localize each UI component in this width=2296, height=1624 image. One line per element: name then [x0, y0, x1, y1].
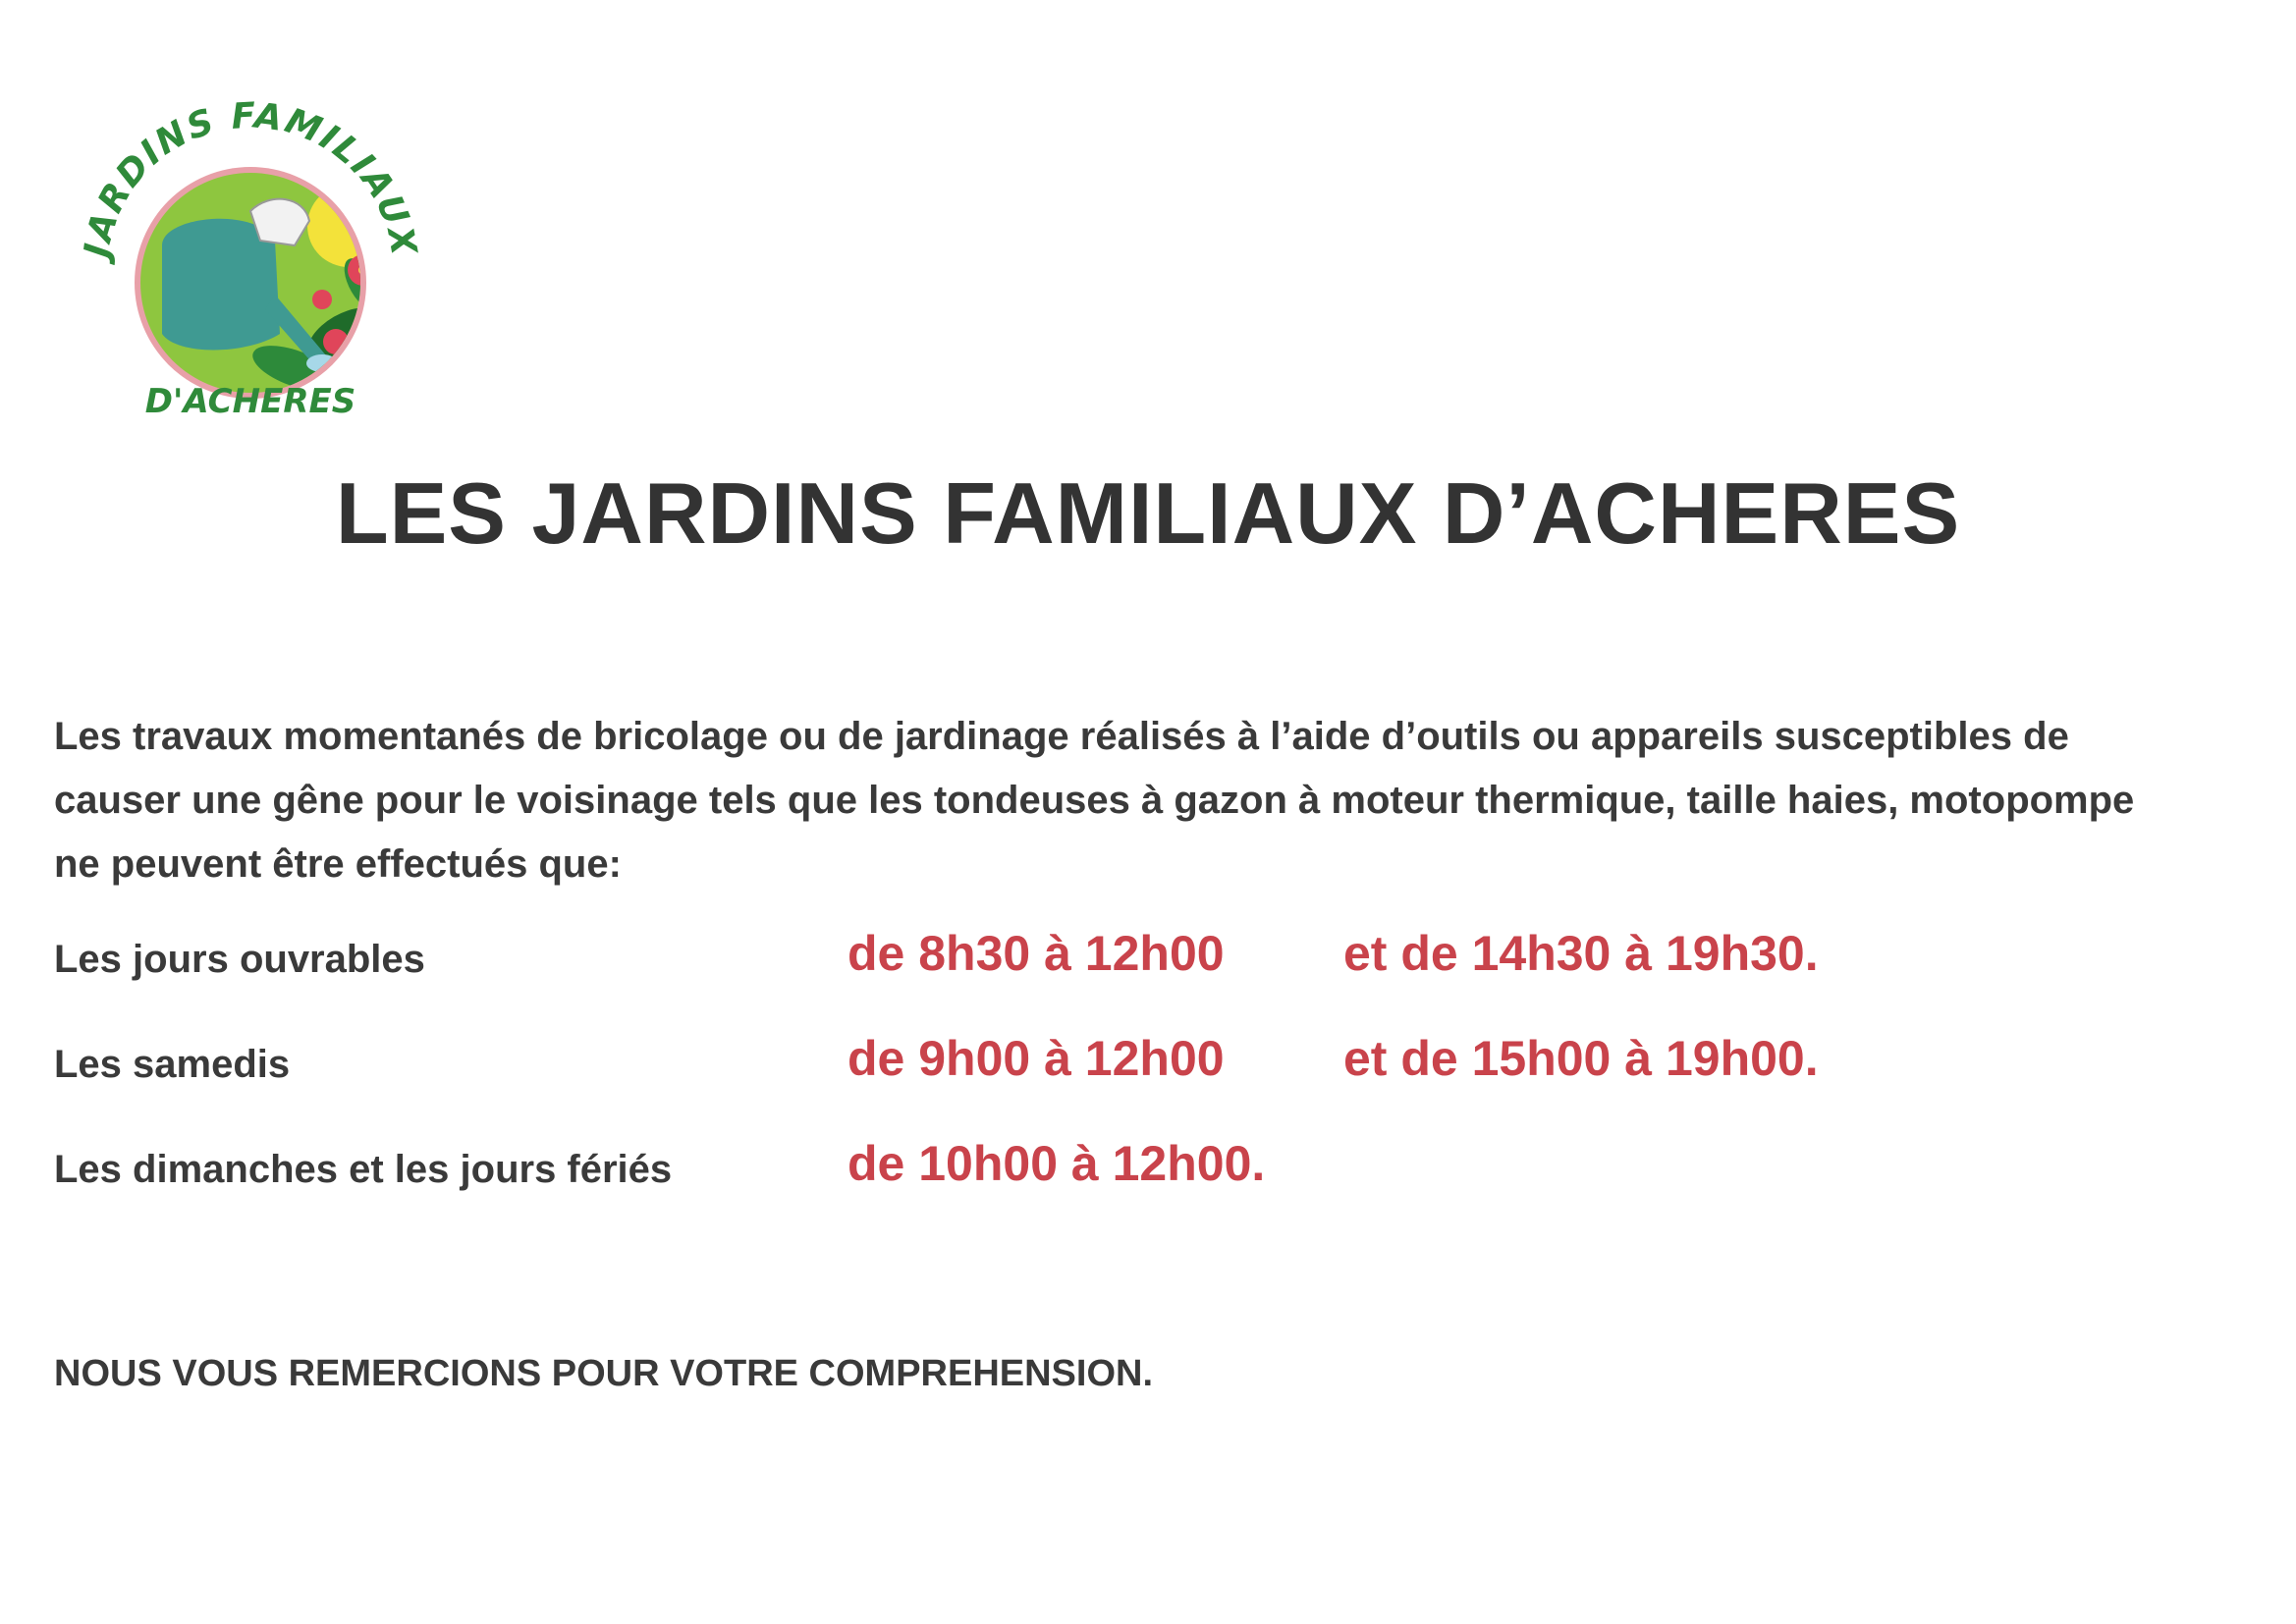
schedule-label: Les jours ouvrables	[54, 938, 425, 981]
thanks-note: NOUS VOUS REMERCIONS POUR VOTRE COMPREHENSION.	[54, 1353, 1154, 1394]
logo	[69, 98, 442, 422]
schedule-morning-hours: de 9h00 à 12h00	[847, 1031, 1225, 1086]
logo-bottom-text: D'ACHERES	[144, 382, 356, 421]
schedule-label: Les samedis	[54, 1043, 291, 1086]
schedule-morning-hours: de 8h30 à 12h00	[847, 926, 1225, 981]
logo-emblem	[69, 98, 442, 422]
page-title: LES JARDINS FAMILIAUX D’ACHERES	[335, 464, 1961, 562]
logo-arc-text: JARDINS FAMILIAUX	[77, 98, 424, 260]
intro-paragraph: Les travaux momentanés de bricolage ou de jardinage réalisés à l’aide d’outils ou appareils susceptibles de causer une gêne pour le voisinage tels que les tondeuses à gazon à moteur thermique, taille haies, motopompe ne peuvent être effectués que:	[54, 715, 2135, 886]
schedule-morning-hours: de 10h00 à 12h00.	[847, 1136, 1266, 1191]
schedule-row-sundays-holidays	[54, 1133, 2214, 1202]
schedule-row-saturdays	[54, 1028, 2214, 1097]
flower-icon	[312, 290, 332, 309]
schedule-row-weekdays	[54, 923, 2214, 992]
schedule-afternoon-hours: et de 14h30 à 19h30.	[1343, 926, 1819, 981]
schedule-label: Les dimanches et les jours fériés	[54, 1148, 673, 1191]
schedule-afternoon-hours: et de 15h00 à 19h00.	[1343, 1031, 1819, 1086]
